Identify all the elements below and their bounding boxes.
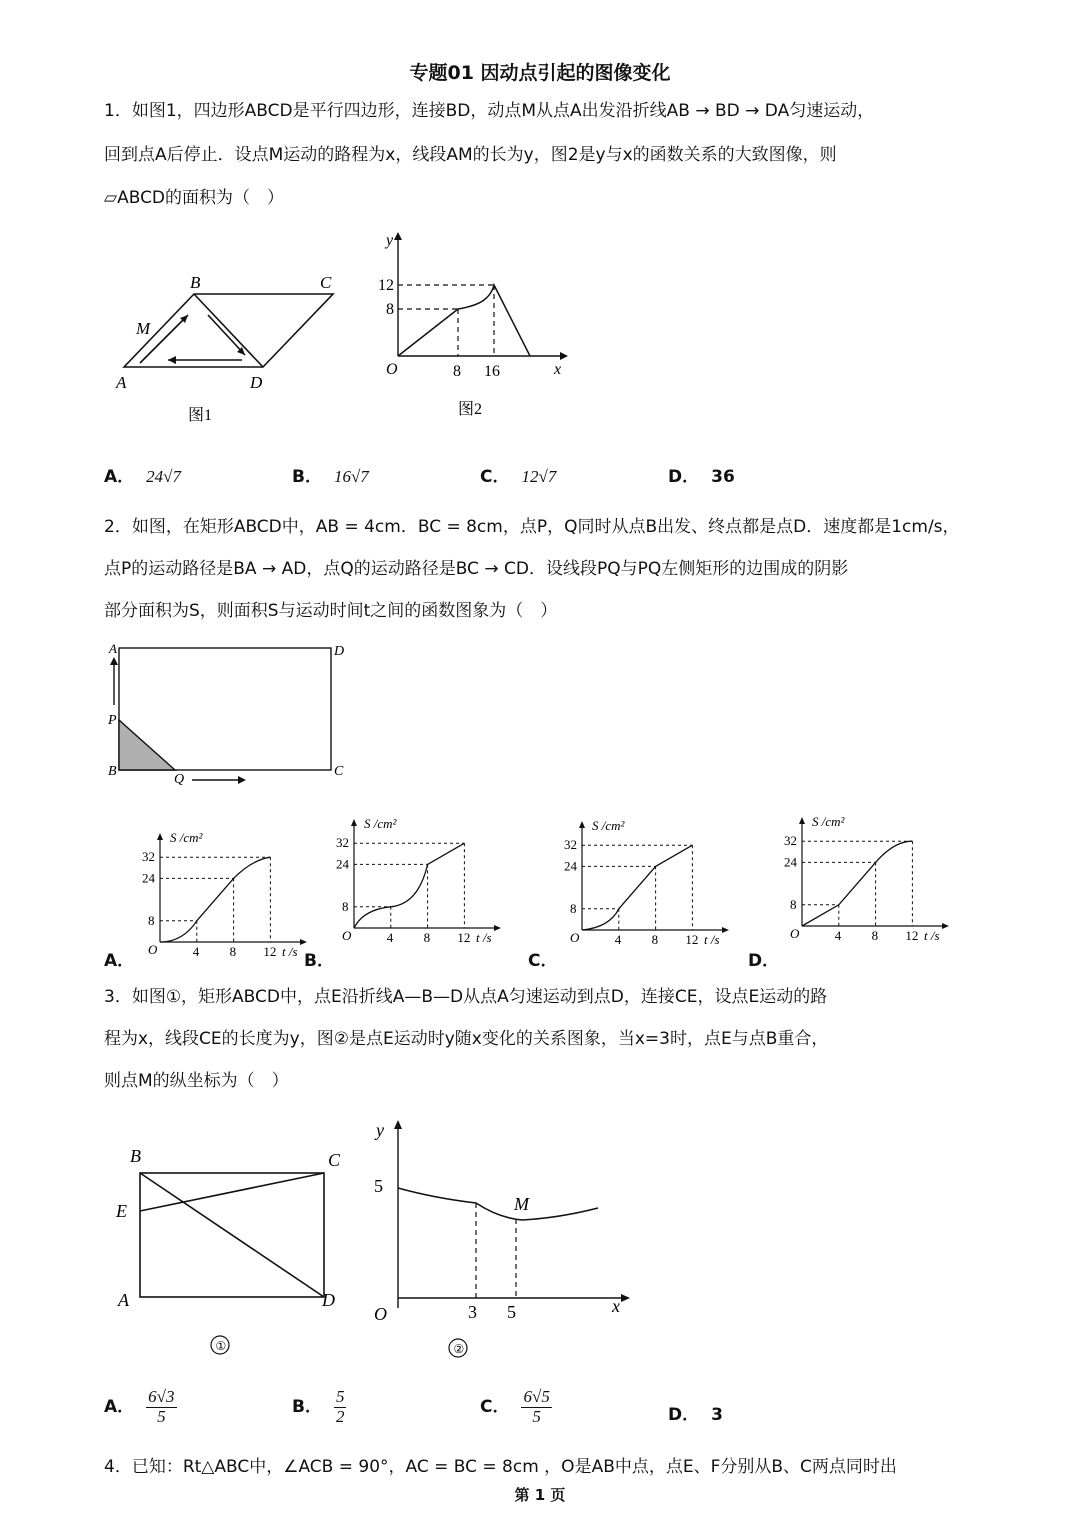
tick-y24: 24 [142,870,155,886]
y-axis-arrow [351,819,357,826]
area-curve [160,857,270,942]
tick-y8: 8 [148,912,155,928]
q2-option-d: D． [748,951,780,971]
q1-option-c: C． 12√7 [480,467,557,487]
q3-fig2-x5: 5 [507,1302,516,1322]
q3-fig1-label-d: D [322,1290,335,1310]
tick-y24: 24 [336,856,349,872]
x-axis-arrow [494,925,501,931]
q3-fig2-x3: 3 [468,1302,477,1322]
y-axis-arrow [157,833,163,840]
tick-x4: 4 [192,944,200,959]
q3-fig1-caption: ① [215,1339,227,1353]
y-axis-label: S /cm² [364,816,397,831]
y-axis-arrow [799,817,805,824]
origin-label: O [342,928,352,943]
x-axis-label: t /s [282,944,298,959]
q3-fig2-y5: 5 [374,1176,383,1196]
q3-fig2-caption: ② [453,1342,465,1356]
q3-fig1-label-b: B [130,1146,141,1166]
tick-y32: 32 [564,837,577,853]
q1-fig1-label-a: A [116,373,127,392]
q1-fig2-x: x [554,361,562,378]
q2-rect-label-b: B [108,764,117,779]
tick-x8: 8 [229,944,237,959]
q2-graph-a [142,826,312,964]
q2-option-b: B． [304,951,334,971]
q2-rectangle-figure [100,635,360,795]
q2-graph-d [784,810,964,950]
q2-line1: 2．如图，在矩形ABCD中，AB = 4cm．BC = 8cm，点P，Q同时从点B出发、终点都是点D．速度都是1cm/s， [104,517,960,537]
q1-fig2-x8: 8 [453,363,461,380]
q1-option-b: B． 16√7 [292,467,369,487]
q2-graph-b [336,812,516,952]
x-axis-label: t /s [704,932,720,947]
q1-fig1-caption: 图1 [188,407,213,424]
q2-option-c: C． [528,951,558,971]
q1-fig1-label-m: M [136,319,151,338]
area-curve [582,845,692,930]
q3-line2: 程为x，线段CE的长度为y，图②是点E运动时y随x变化的关系图象，当x=3时，点E与点B重合， [104,1029,829,1049]
q2-rect-label-q: Q [174,772,185,787]
y-axis-label: S /cm² [592,818,625,833]
tick-x4: 4 [386,930,394,945]
q3-option-d: D． 3 [668,1405,723,1425]
q2-line2: 点P的运动路径是BA → AD，点Q的运动路径是BC → CD．设线段PQ与PQ左侧矩形的边围成的阴影 [104,559,849,579]
q3-figure1 [104,1140,354,1370]
tick-x12: 12 [905,928,919,943]
x-axis-arrow [722,927,729,933]
tick-y32: 32 [142,849,155,865]
tick-y24: 24 [784,854,797,870]
tick-y8: 8 [570,900,577,916]
origin-label: O [790,926,800,941]
origin-label: O [148,942,158,957]
q2-rect-label-d: D [334,644,345,659]
q1-figure1 [100,260,360,430]
q1-fig2-o: O [386,361,398,378]
area-curve [802,841,912,926]
x-axis-label: t /s [476,930,492,945]
tick-y32: 32 [336,835,349,851]
page-title: 专题01 因动点引起的图像变化 [409,62,671,84]
q2-rect-label-a: A [109,641,117,656]
x-axis-arrow [942,923,949,929]
y-axis-label: S /cm² [812,814,845,829]
tick-x12: 12 [685,932,699,947]
y-axis-arrow [579,821,585,828]
q4-line1: 4．已知：Rt△ABC中，∠ACB = 90°，AC = BC = 8cm ，O是AB中点，点E、F分别从B、C两点同时出 [104,1457,897,1477]
q1-option-d: D． 36 [668,467,735,487]
page-footer: 第 1 页 [514,1486,566,1504]
tick-y8: 8 [342,898,349,914]
tick-x8: 8 [423,930,431,945]
q3-option-b: B． $\frac{5}{2}$ [292,1387,345,1426]
tick-x4: 4 [614,932,622,947]
q3-fig1-label-a: A [118,1290,129,1310]
q1-fig1-label-b: B [190,273,201,292]
tick-x8: 8 [651,932,659,947]
q1-option-a: A． 24√7 [104,467,182,487]
q1-fig2-y: y [386,232,394,249]
tick-x12: 12 [457,930,471,945]
q3-fig2-y: y [376,1120,384,1140]
q2-option-a: A． [104,951,135,971]
q3-fig1-label-e: E [116,1201,127,1221]
q3-fig1-label-c: C [328,1150,341,1170]
q2-rect-label-c: C [334,764,344,779]
y-axis-label: S /cm² [170,830,203,845]
tick-x4: 4 [834,928,842,943]
tick-y8: 8 [790,896,797,912]
tick-y32: 32 [784,833,797,849]
q2-rect-label-p: P [108,713,117,728]
q1-fig1-label-d: D [250,373,263,392]
tick-x12: 12 [263,944,277,959]
q3-figure2 [364,1112,634,1362]
q3-fig2-x: x [612,1296,620,1316]
q3-line3: 则点M的纵坐标为（ ） [104,1071,289,1091]
q1-line2: 回到点A后停止．设点M运动的路程为x，线段AM的长为y，图2是y与x的函数关系的大致图像，则 [104,145,837,165]
origin-label: O [570,930,580,945]
q1-fig2-caption: 图2 [458,401,483,418]
q2-graph-c [564,814,744,954]
q3-line1: 3．如图①，矩形ABCD中，点E沿折线A—B—D从点A匀速运动到点D，连接CE，设点E运动的路 [104,987,828,1007]
q1-fig2-y12: 12 [378,277,394,294]
q3-fig2-o: O [374,1304,387,1324]
q1-line3: ▱ABCD的面积为（ ） [104,188,285,208]
q1-fig1-label-c: C [320,273,332,292]
q2-line3: 部分面积为S，则面积S与运动时间t之间的函数图象为（ ） [104,601,558,621]
tick-y24: 24 [564,858,577,874]
tick-x8: 8 [871,928,879,943]
q1-figure2 [376,224,576,424]
q1-fig2-x16: 16 [484,363,500,380]
x-axis-arrow [300,939,307,945]
q1-line1: 1．如图1，四边形ABCD是平行四边形，连接BD，动点M从点A出发沿折线AB → BD → DA匀速运动， [104,101,875,121]
q1-fig2-y8: 8 [386,301,394,318]
area-curve [354,843,464,928]
q3-fig2-m: M [514,1194,529,1214]
x-axis-label: t /s [924,928,940,943]
q3-option-a: A． $\frac{6√3}{5}$ [104,1387,175,1426]
q3-option-c: C． $\frac{6√5}{5}$ [480,1387,550,1426]
